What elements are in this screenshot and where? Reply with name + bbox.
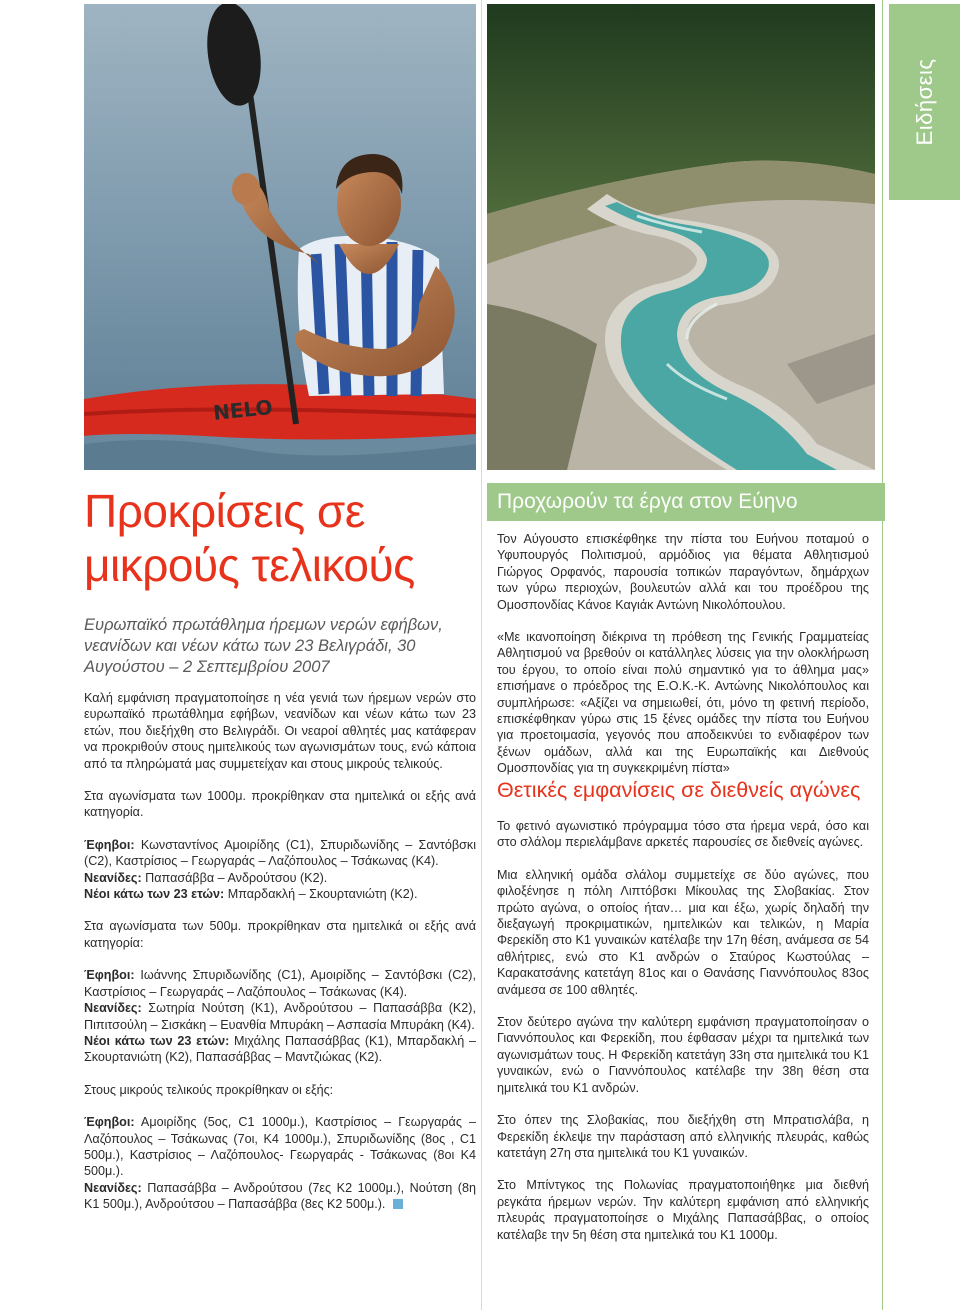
end-of-article-mark — [393, 1199, 403, 1209]
article-title: Προκρίσεις σε μικρούς τελικούς — [84, 485, 415, 591]
column-rule — [481, 0, 482, 1310]
block2-text-a: Ιωάννης Σπυριδωνίδης (C1), Αμοιρίδης – Σαντόβσκι (C2), Καστρίσιος – Γεωργαράς – Λαζόπουλος – Τσάκωνας (K4). — [84, 968, 476, 999]
evinos-heading: Προχωρούν τα έργα στον Εύηνο — [487, 483, 885, 521]
side-rule — [882, 0, 883, 1310]
block2-text-c: Μιχάλης Παπασάββας (K1), Μπαρδακλή – Σκουρτανιώτη (K2), Παπασάββας – Μαντζιώκας (K2). — [84, 1033, 476, 1065]
international-paragraph-1: Το φετινό αγωνιστικό πρόγραμμα τόσο στα ήρεμα νερά, όσο και στο σλάλομ περιελάμβανε αρκετές παρουσίες σε διεθνείς αγώνες. — [497, 819, 869, 850]
evinos-paragraph-1: Τον Αύγουστο επισκέφθηκε την πίστα του Ευήνου ποταμού ο Υφυπουργός Πολιτισμού, αρμόδιος για θέματα Αθλητισμού Γιώργος Ορφανός, παρουσία τοπικών παραγόντων, δημάρχων των γύρω περιοχών, βουλευτών αλλά και του προέδρου της Ομοσπονδίας Κάνοε Καγιάκ Αντώνη Νικολόπουλου. — [497, 532, 869, 612]
section-tab-label: Ειδήσεις — [911, 58, 937, 146]
evinos-paragraph-2: «Με ικανοποίηση διέκρινα τη πρόθεση της Γενικής Γραμματείας Αθλητισμού να βρεθούν οι κατάλληλες λύσεις για την ολοκλήρωση του έργου, το οποίο είναι πολύ σημαντικό για το άθλημα μας» επισήμανε ο πρόεδρος της Ε.Ο.Κ.-Κ. Αντώνης Νικολόπουλος και συμπλήρωσε: «Αξίζει να σημειωθεί, ότι, μόνο τη φετινή περίοδο, επισκέφθηκαν γύρω στις 15 ξένες ομάδες την πίστα του Ευήνου για προετοιμασία, γεγονός που αποδεικνύει το ενδιαφέρον των ξένων ομάδων, αλλά και της Ευρωπαϊκής και Διεθνούς Ομοσπονδίας για τη συγκεκριμένη πίστα» — [497, 630, 869, 776]
international-paragraph-3: Στον δεύτερο αγώνα την καλύτερη εμφάνιση πραγματοποίησαν ο Γιαννόπουλος και Φερεκίδη, που έφθασαν μέχρι τα ημιτελικά των αγωνισμάτων τους. Η Φερεκίδη κατετάγη 33η στα ημιτελικά του K1 γυναικών, ενώ ο Γιαννόπουλος κατέλαβε την 38η θέση στα ημιτελικά του K1 ανδρών. — [497, 1015, 869, 1095]
block3-text-b: Παπασάββα – Ανδρούτσου (7ες K2 1000μ.), Νούτση (8η K1 500μ.), Ανδρούτσου – Παπασάββα (8ες K2 500μ.). — [84, 1180, 476, 1212]
block1-text-a: Κωνσταντίνος Αμοιρίδης (C1), Σπυριδωνίδης – Σαντόβσκι (C2), Καστρίσιος – Γεωργαράς – Λαζόπουλος – Τσάκωνας (K4). — [84, 837, 476, 869]
block1-label-a: Έφηβοι: — [84, 837, 135, 852]
block1-label-c: Νέοι κάτω των 23 ετών: — [84, 887, 225, 902]
block2-results — [84, 967, 476, 1065]
block3-heading: Στους μικρούς τελικούς προκρίθηκαν οι εξής: — [84, 1082, 334, 1097]
section-tab — [889, 4, 960, 200]
block1-results — [84, 837, 476, 903]
evinos-whitewater-course-photo — [487, 4, 875, 470]
block1-text-b: Παπασάββα – Ανδρούτσου (K2). — [141, 870, 328, 885]
block1-text-c: Μπαρδακλή – Σκουρτανιώτη (K2). — [224, 887, 418, 902]
block2-label-b: Νεανίδες: — [84, 1001, 142, 1016]
block3-results — [84, 1114, 476, 1212]
article-subtitle: Ευρωπαϊκό πρωτάθλημα ήρεμων νερών εφήβων, νεανίδων και νέων κάτω των 23 Βελιγράδι, 30 Αυγούστου – 2 Σεπτεμβρίου 2007 — [84, 616, 443, 676]
block3-label-a: Έφηβοι: — [84, 1115, 135, 1130]
block2-label-a: Έφηβοι: — [84, 968, 135, 983]
international-paragraph-2: Μια ελληνική ομάδα σλάλομ συμμετείχε σε δύο αγώνες, που φιλοξένησε η πόλη Λιπτόβσκι Μίκουλας της Σλοβακίας. Στον πρώτο αγώνα, ο οποίος ήταν… μια και έξω, χωρίς δηλαδή την διεξαγωγή προκριματικών, ημιτελικών και τελικών, η Μαρία Φερεκίδη στο K1 γυναικών κατέλαβε την 17η θέση, ανάμεσα σε 54 αθλήτριες, ενώ στο K1 ανδρών ο Σταύρος Κωστούλας – Καρακατσάνης κατετάγη 81ος και ο Θανάσης Γιαννόπουλος 83ος ανάμεσα σε 100 αθλητές. — [497, 867, 869, 997]
international-heading: Θετικές εμφανίσεις σε διεθνείς αγώνες — [497, 778, 861, 802]
svg-text:NELO: NELO — [212, 394, 274, 425]
block3-label-b: Νεανίδες: — [84, 1180, 142, 1195]
block1-label-b: Νεανίδες: — [84, 870, 142, 885]
international-article-body — [497, 818, 869, 1259]
block1-heading: Στα αγωνίσματα των 1000μ. προκρίθηκαν στα ημιτελικά οι εξής ανά κατηγορία. — [84, 789, 476, 820]
block2-text-b: Σωτηρία Νούτση (K1), Ανδρούτσου – Παπασάββα (K2), Πιπιτσούλη – Σισκάκη – Ευανθία Μπυράκη – Ασπασία Μπυράκη (K4). — [84, 1001, 476, 1032]
block2-heading: Στα αγωνίσματα των 500μ. προκρίθηκαν στα ημιτελικά οι εξής ανά κατηγορία: — [84, 919, 476, 950]
kayak-paddler-photo — [84, 4, 476, 470]
international-paragraph-5: Στο Μπίντγκος της Πολωνίας πραγματοποιήθηκε μια διεθνή ρεγκάτα ήρεμων νερών. Την καλύτερη εμφάνιση από ελληνικής πλευράς πραγματοποίησε ο Μιχάλης Παπασάββας, ο οποίος κατέλαβε την 5η θέση στα ημιτελικά του K1 1000μ. — [497, 1178, 869, 1242]
evinos-article-body — [497, 531, 869, 793]
international-paragraph-4: Στο όπεν της Σλοβακίας, που διεξήχθη στη Μπρατισλάβα, η Φερεκίδη έκλεψε την παράσταση από ελληνικής πλευράς, καθώς κατετάγη 27η στα ημιτελικά του K1 γυναικών. — [497, 1113, 869, 1160]
block3-text-a: Αμοιρίδης (5ος, C1 1000μ.), Καστρίσιος – Γεωργαράς – Λαζόπουλος – Τσάκωνας (7οι, K4 1000μ.), Σπυριδωνίδης (8ος , C1 500μ.), Καστρίσιος – Λαζόπουλος- Γεωργαράς - Τσάκωνας (8οι K4 500μ.). — [84, 1115, 476, 1179]
intro-paragraph: Καλή εμφάνιση πραγματοποίησε η νέα γενιά των ήρεμων νερών στο ευρωπαϊκό πρωτάθλημα εφήβων, νεανίδων και νέων κάτω των 23 ετών, που διεξήχθη στο Βελιγράδι. Οι νεαροί αθλητές μας κατάφεραν να προκριθούν στους ημιτελικούς των αγωνισμάτων τους, ενώ κάποια από τα πληρώματά μας συμμετείχαν και στους μικρούς τελικούς. — [84, 691, 476, 771]
left-article-body — [84, 690, 476, 1213]
block2-label-c: Νέοι κάτω των 23 ετών: — [84, 1033, 230, 1048]
